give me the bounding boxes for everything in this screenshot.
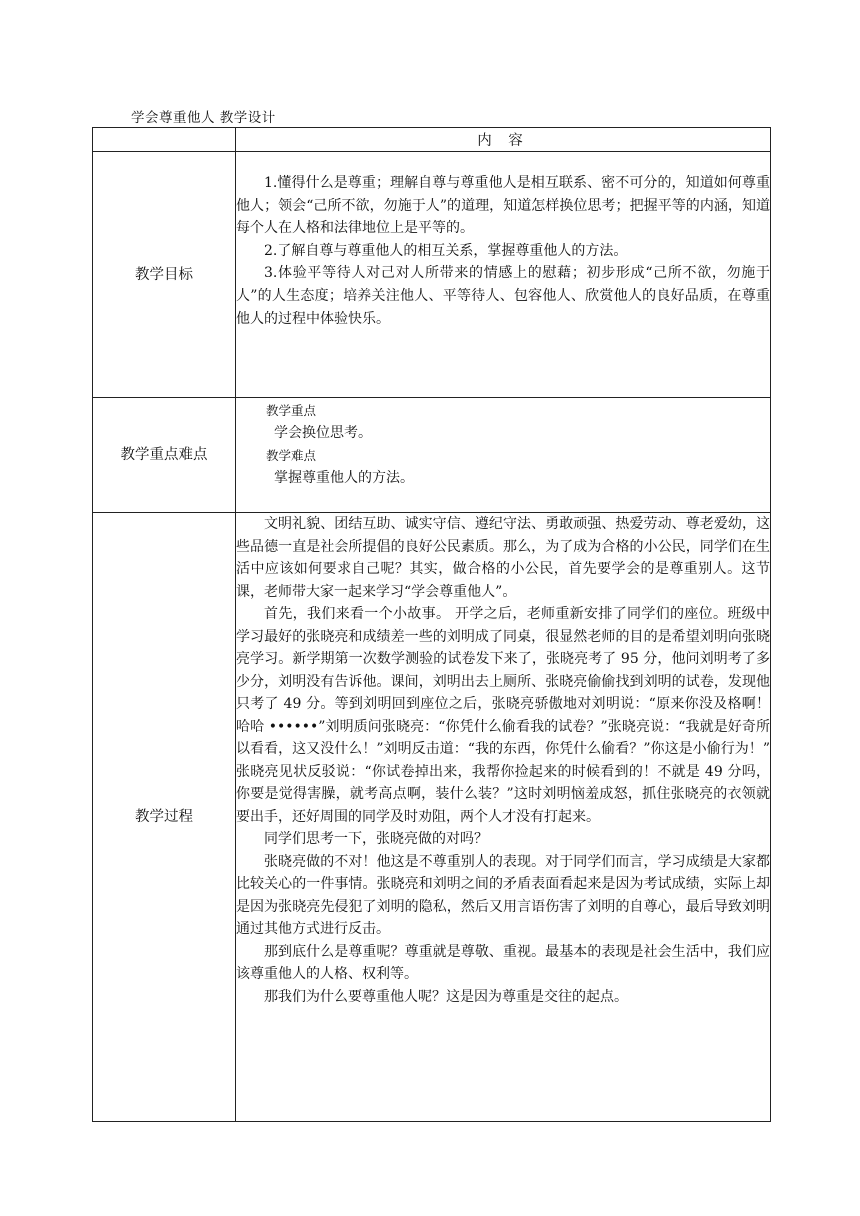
document-title: 学会尊重他人 教学设计: [131, 110, 276, 126]
goals-row: [93, 152, 771, 398]
key-points-label: 教学重点难点: [93, 398, 236, 513]
process-paragraph: 张晓亮做的不对！他这是不尊重别人的表现。对于同学们而言，学习成绩是大家都比较关心的一件事情。张晓亮和刘明之间的矛盾表面看起来是因为考试成绩，实际上却是因为张晓亮先侵犯了刘明的隐私，然后又用言语伤害了刘明的自尊心，最后导致刘明通过其他方式进行反击。: [236, 853, 770, 937]
goal-paragraph: 2.了解自尊与尊重他人的相互关系，掌握尊重他人的方法。: [264, 242, 628, 259]
key-point-text: 学会换位思考。: [274, 425, 372, 441]
content-header: 内 容: [236, 128, 771, 152]
lesson-plan-table: [92, 127, 771, 1122]
process-paragraph: 同学们思考一下，张晓亮做的对吗？: [264, 831, 488, 847]
header-blank-cell: [93, 128, 236, 152]
process-paragraph: 首先，我们来看一个小故事。 开学之后，老师重新安排了同学们的座位。班级中学习最好的张晓亮和成绩差一些的刘明成了同桌，很显然老师的目的是希望刘明向张晓亮学习。新学期第一次数学测验的试卷发下来了，张晓亮考了 95 分，他问刘明考了多少分，刘明没有告诉他。课间，刘明出去上厕所、张晓亮偷偷找到刘明的试卷，发现他只考了 49 分。等到刘明回到座位之后，张晓亮骄傲地对刘明说：“原来你没及格啊！哈哈 ••••••”刘明质问张晓亮：“你凭什么偷看我的试卷？”张晓亮说：“我就是好奇所以看看，这又没什么！”刘明反击道：“我的东西，你凭什么偷看？”你这是小偷行为！” 张晓亮见状反驳说：“你试卷掉出来，我帮你捡起来的时候看到的！不就是 49 分吗，你要是觉得害臊，就考高点啊，装什么装？”这时刘明恼羞成怒，抓住张晓亮的衣领就要出手，还好周围的同学及时劝阻，两个人才没有打起来。: [236, 606, 770, 825]
process-row: [93, 513, 771, 1122]
key-points-content: [236, 398, 771, 513]
process-paragraph: 文明礼貌、团结互助、诚实守信、遵纪守法、勇敢顽强、热爱劳动、尊老爱幼，这些品德一直是社会所提倡的良好公民素质。那么，为了成为合格的小公民，同学们在生活中应该如何要求自己呢？其实，做合格的小公民，首先要学会的是尊重别人。这节课，老师带大家一起来学习“学会尊重他人”。: [236, 516, 770, 600]
header-row: [93, 128, 771, 152]
key-point-heading: 教学重点: [266, 403, 317, 418]
goals-label: 教学目标: [93, 152, 236, 398]
difficult-point-heading: 教学难点: [266, 448, 317, 463]
goal-paragraph: 3.体验平等待人对己对人所带来的情感上的慰藉；初步形成“己所不欲，勿施于人”的人生态度；培养关注他人、平等待人、包容他人、欣赏他人的良好品质，在尊重他人的过程中体验快乐。: [236, 265, 770, 327]
key-points-row: [93, 398, 771, 513]
goal-paragraph: 1.懂得什么是尊重；理解自尊与尊重他人是相互联系、密不可分的，知道如何尊重他人；领会“己所不欲，勿施于人”的道理，知道怎样换位思考；把握平等的内涵，知道每个人在人格和法律地位上是平等的。: [236, 175, 770, 237]
difficult-point-text: 掌握尊重他人的方法。: [274, 470, 414, 486]
process-label: 教学过程: [93, 513, 236, 1122]
process-paragraph: 那我们为什么要尊重他人呢？这是因为尊重是交往的起点。: [264, 988, 628, 1005]
process-paragraph: 那到底什么是尊重呢？尊重就是尊敬、重视。最基本的表现是社会生活中，我们应该尊重他人的人格、权利等。: [236, 943, 770, 982]
goals-content: [236, 152, 771, 398]
process-content: [236, 513, 771, 1122]
